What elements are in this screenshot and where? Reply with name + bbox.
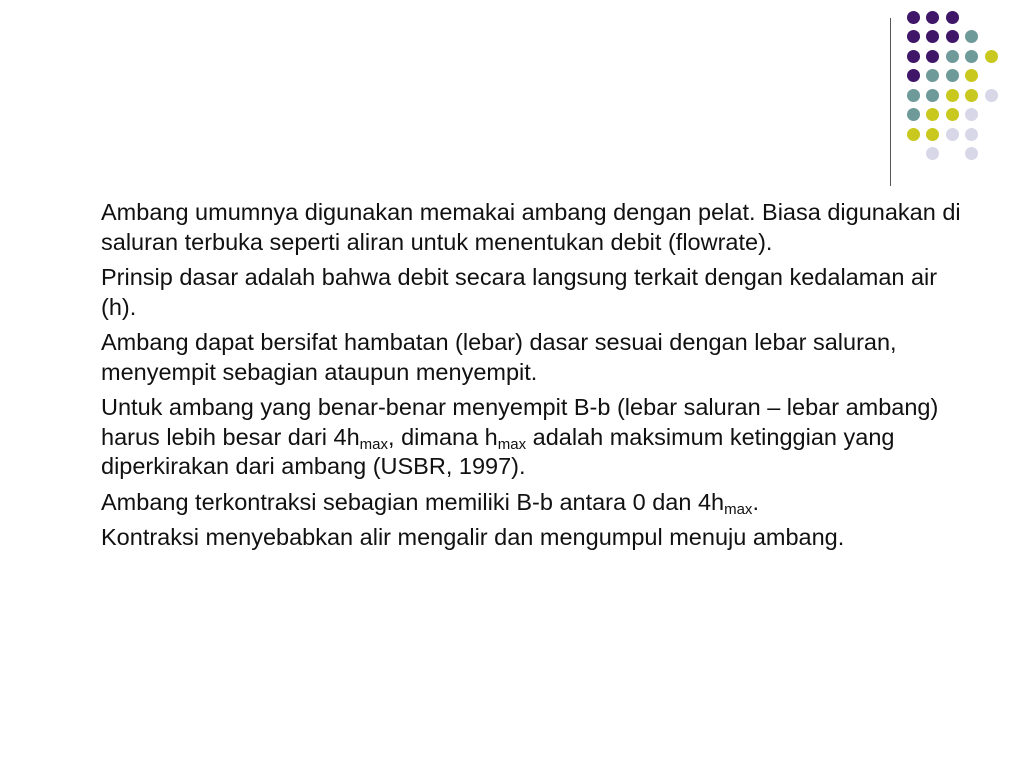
decorative-dot	[926, 89, 939, 102]
decorative-dot	[907, 50, 920, 63]
paragraph-4-part-c: adalah maksimum ketinggian yang diperkirakan dari ambang (USBR, 1997).	[101, 423, 895, 479]
decorative-dot	[946, 30, 959, 43]
decorative-dot	[926, 147, 939, 160]
decorative-dot	[907, 128, 920, 141]
slide-body-text	[101, 198, 971, 559]
paragraph-5-part-a: Ambang terkontraksi sebagian memiliki B-b antara 0 dan 4h	[101, 488, 725, 515]
decorative-dot	[926, 11, 939, 24]
decorative-dot	[907, 69, 920, 82]
paragraph-1: Ambang umumnya digunakan memakai ambang dengan pelat. Biasa digunakan di saluran terbuka seperti aliran untuk menentukan debit (flowrate).	[101, 199, 961, 255]
decorative-dot	[965, 89, 978, 102]
paragraph-4-part-b: , dimana h	[388, 423, 498, 450]
decorative-dot	[926, 128, 939, 141]
decorative-dot	[946, 11, 959, 24]
decorative-dot	[946, 108, 959, 121]
decorative-dot	[965, 50, 978, 63]
decorative-dot	[946, 69, 959, 82]
decorative-dot	[965, 30, 978, 43]
paragraph-4-part-a: Untuk ambang yang benar-benar menyempit B-b (lebar saluran – lebar ambang) harus lebih besar dari 4h	[101, 394, 939, 450]
paragraph-5	[101, 488, 971, 518]
subscript-max: max	[359, 435, 389, 453]
paragraph-2: Prinsip dasar adalah bahwa debit secara langsung terkait dengan kedalaman air (h).	[101, 264, 938, 320]
decorative-dot	[926, 108, 939, 121]
decorative-dot-grid	[0, 0, 1024, 200]
decorative-dot	[907, 89, 920, 102]
decorative-dot	[946, 128, 959, 141]
decorative-dot	[907, 30, 920, 43]
subscript-max: max	[724, 500, 753, 518]
decorative-dot	[965, 108, 978, 121]
paragraph-5-part-b: .	[752, 488, 759, 515]
decorative-dot	[985, 89, 998, 102]
decorative-dot	[907, 108, 920, 121]
paragraph-4	[101, 393, 971, 482]
decorative-dot	[946, 50, 959, 63]
decorative-dot	[907, 11, 920, 24]
decorative-dot	[985, 50, 998, 63]
decorative-dot	[965, 147, 978, 160]
decorative-dot	[965, 69, 978, 82]
paragraph-3: Ambang dapat bersifat hambatan (lebar) dasar sesuai dengan lebar saluran, menyempit sebagian ataupun menyempit.	[101, 329, 897, 385]
decorative-dot	[926, 50, 939, 63]
decorative-dot	[965, 128, 978, 141]
decorative-dot	[926, 30, 939, 43]
paragraph-6: Kontraksi menyebabkan alir mengalir dan mengumpul menuju ambang.	[101, 524, 845, 550]
decorative-dot	[946, 89, 959, 102]
decorative-dot	[926, 69, 939, 82]
vertical-divider-line	[890, 18, 891, 186]
subscript-max: max	[497, 435, 527, 453]
